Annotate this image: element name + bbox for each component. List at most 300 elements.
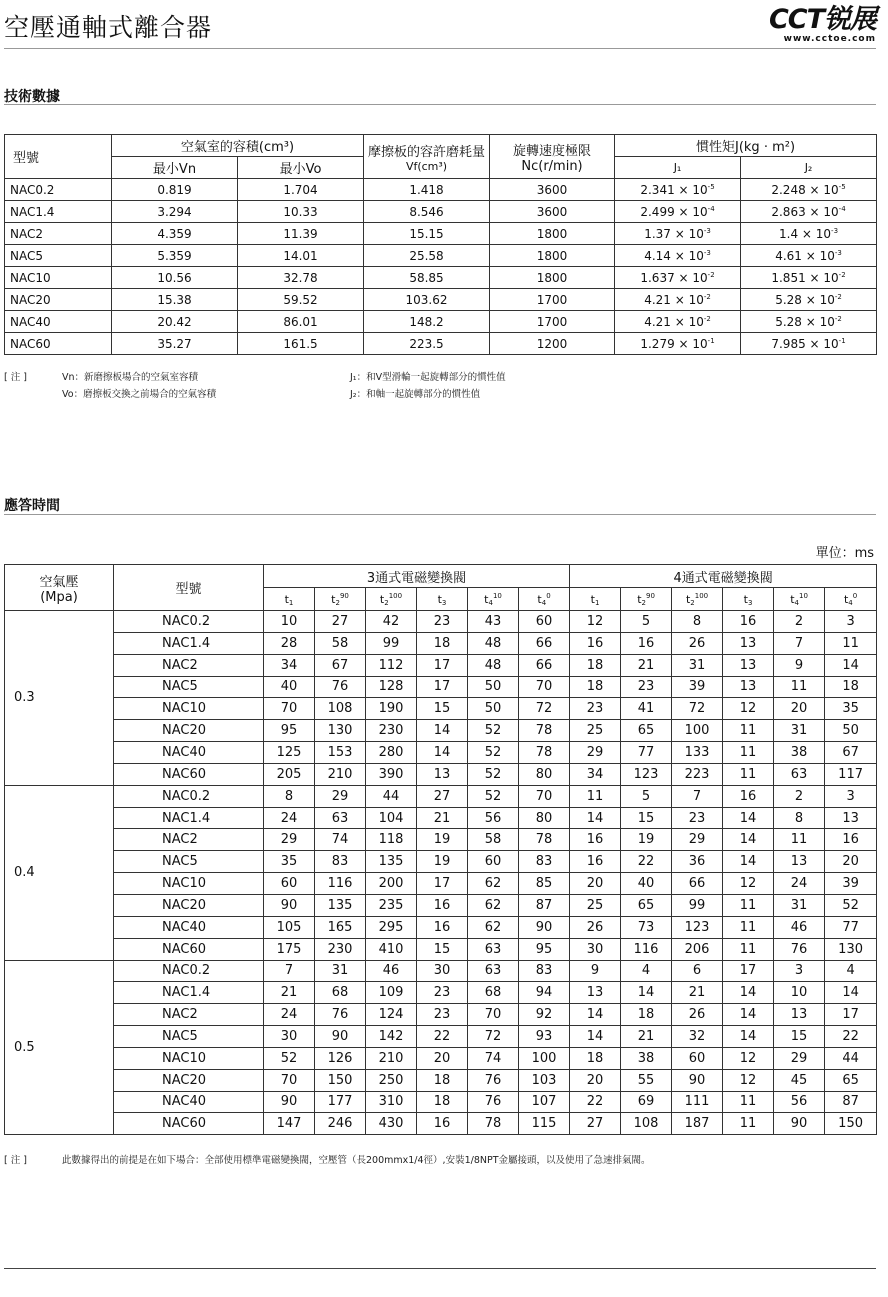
resp-value: 4: [621, 960, 672, 982]
resp-value: 390: [366, 763, 417, 785]
resp-col-base: t: [379, 592, 385, 606]
resp-value: 62: [468, 873, 519, 895]
spec-vo: 32.78: [238, 267, 364, 289]
spec-j1-exponent: -2: [703, 314, 711, 323]
resp-value: 31: [315, 960, 366, 982]
resp-value: 55: [621, 1069, 672, 1091]
resp-value: 8: [672, 611, 723, 633]
resp-value: 200: [366, 873, 417, 895]
resp-value: 126: [315, 1047, 366, 1069]
resp-value: 78: [519, 829, 570, 851]
section-title-tech: 技術數據: [4, 89, 60, 105]
resp-header-pressure-line1: 空氣壓: [39, 574, 79, 590]
resp-value: 14: [570, 1026, 621, 1048]
spec-row: [5, 223, 877, 245]
resp-value: 60: [672, 1047, 723, 1069]
resp-value: 100: [672, 720, 723, 742]
spec-j2-mantissa: 7.985 × 10: [771, 336, 839, 351]
spec-model: NAC20: [5, 289, 112, 311]
resp-value: 72: [672, 698, 723, 720]
spec-j1-exponent: -3: [703, 226, 711, 235]
spec-j2-exponent: -2: [834, 292, 842, 301]
resp-value: 76: [774, 938, 825, 960]
resp-value: 52: [468, 785, 519, 807]
spec-vn: 3.294: [112, 201, 238, 223]
resp-value: 14: [723, 807, 774, 829]
spec-header-air-volume: 空氣室的容積(cm³): [112, 135, 364, 157]
spec-vn: 4.359: [112, 223, 238, 245]
resp-col-subscript: 4: [488, 598, 493, 607]
brand-logo: [769, 6, 876, 44]
resp-value: 40: [264, 676, 315, 698]
resp-value: 28: [264, 632, 315, 654]
resp-value: 109: [366, 982, 417, 1004]
spec-vf: 25.58: [364, 245, 490, 267]
resp-model: NAC20: [114, 894, 264, 916]
resp-row: [5, 1069, 877, 1091]
resp-value: 2: [774, 785, 825, 807]
resp-value: 90: [672, 1069, 723, 1091]
resp-model: NAC20: [114, 1069, 264, 1091]
spec-header-model: 型號: [5, 135, 112, 179]
resp-model: NAC40: [114, 1091, 264, 1113]
resp-col-header: [825, 588, 877, 611]
resp-value: 74: [468, 1047, 519, 1069]
spec-j1-mantissa: 4.14 × 10: [644, 248, 704, 263]
resp-col-superscript: 90: [646, 591, 655, 600]
resp-model: NAC0.2: [114, 785, 264, 807]
resp-col-subscript: 4: [541, 598, 547, 607]
resp-value: 104: [366, 807, 417, 829]
spec-row: [5, 289, 877, 311]
resp-value: 27: [570, 1113, 621, 1135]
resp-value: 4: [825, 960, 877, 982]
spec-vf: 15.15: [364, 223, 490, 245]
spec-j1-mantissa: 1.279 × 10: [640, 336, 708, 351]
resp-model: NAC20: [114, 720, 264, 742]
resp-value: 22: [825, 1026, 877, 1048]
spec-j1-mantissa: 1.637 × 10: [640, 270, 708, 285]
resp-value: 29: [315, 785, 366, 807]
spec-vo: 59.52: [238, 289, 364, 311]
section-divider-tech: [4, 104, 876, 105]
section-divider-response: [4, 514, 876, 515]
spec-header-j1: J₁: [615, 157, 741, 179]
resp-value: 15: [417, 938, 468, 960]
spec-j1-mantissa: 2.341 × 10: [640, 182, 708, 197]
resp-row: [5, 1091, 877, 1113]
resp-value: 76: [315, 1004, 366, 1026]
resp-row: [5, 851, 877, 873]
resp-col-subscript: 1: [594, 598, 600, 607]
resp-value: 77: [825, 916, 877, 938]
resp-value: 14: [621, 982, 672, 1004]
resp-value: 133: [672, 742, 723, 764]
resp-value: 7: [264, 960, 315, 982]
resp-value: 123: [621, 763, 672, 785]
resp-value: 29: [570, 742, 621, 764]
resp-row: [5, 873, 877, 895]
resp-value: 30: [264, 1026, 315, 1048]
resp-row: [5, 785, 877, 807]
spec-j2-exponent: -3: [834, 248, 842, 257]
spec-j2-exponent: -5: [838, 182, 846, 191]
logo-mark: CCT锐展: [768, 4, 876, 35]
resp-value: 17: [417, 873, 468, 895]
resp-value: 177: [315, 1091, 366, 1113]
resp-model: NAC40: [114, 742, 264, 764]
resp-value: 52: [468, 720, 519, 742]
resp-value: 63: [774, 763, 825, 785]
resp-value: 13: [570, 982, 621, 1004]
resp-value: 41: [621, 698, 672, 720]
resp-value: 107: [519, 1091, 570, 1113]
resp-value: 20: [825, 851, 877, 873]
response-table: [4, 564, 877, 1135]
resp-value: 11: [570, 785, 621, 807]
spec-vf: 58.85: [364, 267, 490, 289]
resp-col-superscript: 10: [492, 591, 502, 600]
resp-value: 12: [723, 1069, 774, 1091]
resp-value: 87: [519, 894, 570, 916]
resp-value: 13: [825, 807, 877, 829]
resp-value: 10: [774, 982, 825, 1004]
spec-header-wear-line2: Vf(cm³): [405, 159, 448, 173]
spec-model: NAC5: [5, 245, 112, 267]
resp-value: 12: [723, 873, 774, 895]
resp-row: [5, 763, 877, 785]
resp-row: [5, 611, 877, 633]
resp-value: 18: [570, 1047, 621, 1069]
section-title-response: 應答時間: [4, 498, 60, 514]
resp-value: 19: [621, 829, 672, 851]
resp-col-header: [468, 588, 519, 611]
resp-model: NAC10: [114, 1047, 264, 1069]
resp-col-superscript: 100: [388, 591, 403, 600]
spec-vn: 10.56: [112, 267, 238, 289]
resp-value: 11: [723, 742, 774, 764]
resp-value: 16: [723, 611, 774, 633]
resp-row: [5, 654, 877, 676]
resp-value: 128: [366, 676, 417, 698]
resp-value: 23: [570, 698, 621, 720]
spec-nc: 3600: [490, 201, 615, 223]
resp-value: 83: [519, 851, 570, 873]
resp-value: 18: [825, 676, 877, 698]
spec-note-j2: J₂：和軸一起旋轉部分的慣性值: [350, 389, 481, 400]
resp-col-header: [723, 588, 774, 611]
resp-model: NAC2: [114, 829, 264, 851]
resp-value: 13: [417, 763, 468, 785]
resp-value: 14: [417, 720, 468, 742]
resp-value: 66: [672, 873, 723, 895]
resp-value: 153: [315, 742, 366, 764]
resp-value: 27: [315, 611, 366, 633]
resp-model: NAC5: [114, 676, 264, 698]
resp-value: 67: [825, 742, 877, 764]
resp-value: 50: [468, 676, 519, 698]
resp-header-model: 型號: [114, 565, 264, 611]
resp-value: 40: [621, 873, 672, 895]
spec-j1: [615, 311, 741, 333]
resp-model: NAC60: [114, 938, 264, 960]
resp-row: [5, 982, 877, 1004]
resp-value: 23: [621, 676, 672, 698]
resp-value: 12: [723, 1047, 774, 1069]
unit-label: 單位：ms: [815, 546, 874, 561]
resp-header-valve4: 4通式電磁變換閥: [570, 565, 877, 588]
spec-nc: 1800: [490, 267, 615, 289]
resp-value: 205: [264, 763, 315, 785]
resp-value: 116: [621, 938, 672, 960]
spec-nc: 1700: [490, 311, 615, 333]
spec-table: [4, 134, 877, 355]
resp-value: 115: [519, 1113, 570, 1135]
resp-value: 230: [315, 938, 366, 960]
resp-model: NAC60: [114, 763, 264, 785]
resp-value: 295: [366, 916, 417, 938]
spec-header-wear-line1: 摩擦板的容許磨耗量: [368, 144, 486, 160]
resp-row: [5, 807, 877, 829]
resp-model: NAC0.2: [114, 960, 264, 982]
resp-value: 13: [723, 676, 774, 698]
resp-value: 45: [774, 1069, 825, 1091]
spec-j1: [615, 267, 741, 289]
resp-value: 85: [519, 873, 570, 895]
resp-value: 16: [570, 851, 621, 873]
resp-value: 67: [315, 654, 366, 676]
resp-value: 66: [519, 632, 570, 654]
spec-j1: [615, 245, 741, 267]
spec-j1-exponent: -1: [707, 336, 715, 345]
resp-col-header: [366, 588, 417, 611]
resp-row: [5, 916, 877, 938]
resp-header-valve3: 3通式電磁變換閥: [264, 565, 570, 588]
resp-value: 8: [264, 785, 315, 807]
resp-value: 150: [825, 1113, 877, 1135]
spec-j1-exponent: -5: [707, 182, 715, 191]
resp-value: 8: [774, 807, 825, 829]
resp-value: 66: [519, 654, 570, 676]
resp-value: 310: [366, 1091, 417, 1113]
resp-value: 46: [366, 960, 417, 982]
resp-value: 26: [672, 632, 723, 654]
resp-value: 90: [519, 916, 570, 938]
spec-j1-exponent: -2: [703, 292, 711, 301]
spec-vf: 103.62: [364, 289, 490, 311]
resp-value: 35: [825, 698, 877, 720]
resp-value: 250: [366, 1069, 417, 1091]
spec-j2-exponent: -3: [831, 226, 839, 235]
footer-divider: [4, 1268, 876, 1269]
resp-value: 23: [417, 611, 468, 633]
resp-value: 112: [366, 654, 417, 676]
resp-col-subscript: 4: [794, 598, 799, 607]
spec-j1-exponent: -4: [707, 204, 715, 213]
spec-j2: [741, 289, 877, 311]
spec-j1: [615, 201, 741, 223]
resp-col-superscript: 90: [339, 591, 349, 600]
resp-value: 124: [366, 1004, 417, 1026]
resp-model: NAC1.4: [114, 982, 264, 1004]
resp-value: 103: [519, 1069, 570, 1091]
resp-value: 175: [264, 938, 315, 960]
spec-model: NAC1.4: [5, 201, 112, 223]
spec-model: NAC60: [5, 333, 112, 355]
resp-value: 15: [774, 1026, 825, 1048]
spec-j2-exponent: -1: [838, 336, 846, 345]
resp-value: 17: [417, 654, 468, 676]
resp-value: 24: [774, 873, 825, 895]
spec-header-min-vo: 最小Vo: [238, 157, 364, 179]
spec-nc: 1700: [490, 289, 615, 311]
resp-value: 99: [672, 894, 723, 916]
resp-value: 20: [570, 873, 621, 895]
resp-value: 142: [366, 1026, 417, 1048]
spec-j2-mantissa: 5.28 × 10: [775, 292, 835, 307]
spec-header-j2: J₂: [741, 157, 877, 179]
resp-value: 23: [417, 1004, 468, 1026]
resp-value: 78: [519, 720, 570, 742]
resp-col-superscript: 10: [799, 591, 808, 600]
resp-value: 74: [315, 829, 366, 851]
spec-vn: 0.819: [112, 179, 238, 201]
resp-model: NAC40: [114, 916, 264, 938]
resp-model: NAC0.2: [114, 611, 264, 633]
resp-value: 3: [825, 785, 877, 807]
spec-j1-mantissa: 1.37 × 10: [644, 226, 704, 241]
resp-value: 3: [825, 611, 877, 633]
resp-value: 7: [774, 632, 825, 654]
resp-value: 39: [825, 873, 877, 895]
spec-row: [5, 311, 877, 333]
spec-nc: 1800: [490, 223, 615, 245]
resp-value: 95: [519, 938, 570, 960]
resp-value: 15: [621, 807, 672, 829]
resp-value: 20: [417, 1047, 468, 1069]
spec-j2: [741, 245, 877, 267]
resp-value: 14: [723, 1026, 774, 1048]
spec-header-wear: [364, 135, 490, 179]
resp-value: 63: [315, 807, 366, 829]
resp-col-subscript: 3: [747, 598, 753, 607]
resp-value: 62: [468, 894, 519, 916]
resp-value: 77: [621, 742, 672, 764]
spec-j1: [615, 289, 741, 311]
resp-value: 25: [570, 894, 621, 916]
spec-vo: 14.01: [238, 245, 364, 267]
resp-value: 95: [264, 720, 315, 742]
resp-value: 430: [366, 1113, 417, 1135]
resp-value: 90: [264, 1091, 315, 1113]
resp-value: 70: [264, 698, 315, 720]
resp-value: 90: [774, 1113, 825, 1135]
resp-value: 22: [570, 1091, 621, 1113]
resp-value: 13: [774, 851, 825, 873]
resp-col-base: t: [685, 592, 691, 606]
resp-value: 24: [264, 807, 315, 829]
resp-value: 35: [264, 851, 315, 873]
resp-value: 11: [723, 938, 774, 960]
resp-value: 76: [468, 1069, 519, 1091]
spec-row: [5, 245, 877, 267]
resp-value: 11: [723, 720, 774, 742]
resp-value: 70: [519, 676, 570, 698]
spec-vn: 35.27: [112, 333, 238, 355]
resp-value: 246: [315, 1113, 366, 1135]
resp-col-base: t: [284, 592, 289, 606]
resp-value: 125: [264, 742, 315, 764]
resp-model: NAC2: [114, 654, 264, 676]
resp-value: 63: [468, 960, 519, 982]
resp-value: 52: [825, 894, 877, 916]
spec-vf: 148.2: [364, 311, 490, 333]
resp-col-subscript: 4: [848, 598, 853, 607]
resp-col-header: [774, 588, 825, 611]
resp-value: 18: [417, 632, 468, 654]
resp-value: 116: [315, 873, 366, 895]
resp-col-header: [570, 588, 621, 611]
resp-value: 92: [519, 1004, 570, 1026]
resp-value: 14: [723, 851, 774, 873]
resp-row: [5, 742, 877, 764]
spec-model: NAC40: [5, 311, 112, 333]
resp-value: 235: [366, 894, 417, 916]
resp-value: 29: [774, 1047, 825, 1069]
resp-value: 5: [621, 611, 672, 633]
resp-model: NAC10: [114, 698, 264, 720]
resp-value: 25: [570, 720, 621, 742]
spec-note-tag: [ 注 ]: [4, 372, 27, 383]
resp-row: [5, 938, 877, 960]
resp-value: 11: [723, 894, 774, 916]
resp-value: 32: [672, 1026, 723, 1048]
resp-value: 83: [519, 960, 570, 982]
resp-value: 93: [519, 1026, 570, 1048]
resp-col-header: [672, 588, 723, 611]
resp-row: [5, 960, 877, 982]
resp-value: 19: [417, 851, 468, 873]
resp-value: 7: [672, 785, 723, 807]
resp-value: 5: [621, 785, 672, 807]
resp-value: 16: [417, 894, 468, 916]
resp-row: [5, 698, 877, 720]
resp-row: [5, 1026, 877, 1048]
resp-value: 12: [723, 698, 774, 720]
resp-value: 80: [519, 807, 570, 829]
resp-value: 72: [468, 1026, 519, 1048]
spec-vo: 1.704: [238, 179, 364, 201]
spec-vf: 223.5: [364, 333, 490, 355]
resp-value: 70: [519, 785, 570, 807]
response-table-body: [5, 611, 877, 1135]
resp-value: 16: [621, 632, 672, 654]
spec-j1-mantissa: 4.21 × 10: [644, 292, 704, 307]
response-note-tag: [ 注 ]: [4, 1155, 27, 1166]
resp-value: 70: [468, 1004, 519, 1026]
resp-value: 76: [468, 1091, 519, 1113]
resp-value: 11: [825, 632, 877, 654]
resp-value: 14: [723, 982, 774, 1004]
resp-value: 18: [570, 654, 621, 676]
spec-j2-mantissa: 4.61 × 10: [775, 248, 835, 263]
resp-value: 68: [315, 982, 366, 1004]
spec-row: [5, 267, 877, 289]
spec-j2-mantissa: 1.851 × 10: [771, 270, 839, 285]
resp-value: 38: [774, 742, 825, 764]
resp-value: 50: [468, 698, 519, 720]
spec-j2-exponent: -4: [838, 204, 846, 213]
